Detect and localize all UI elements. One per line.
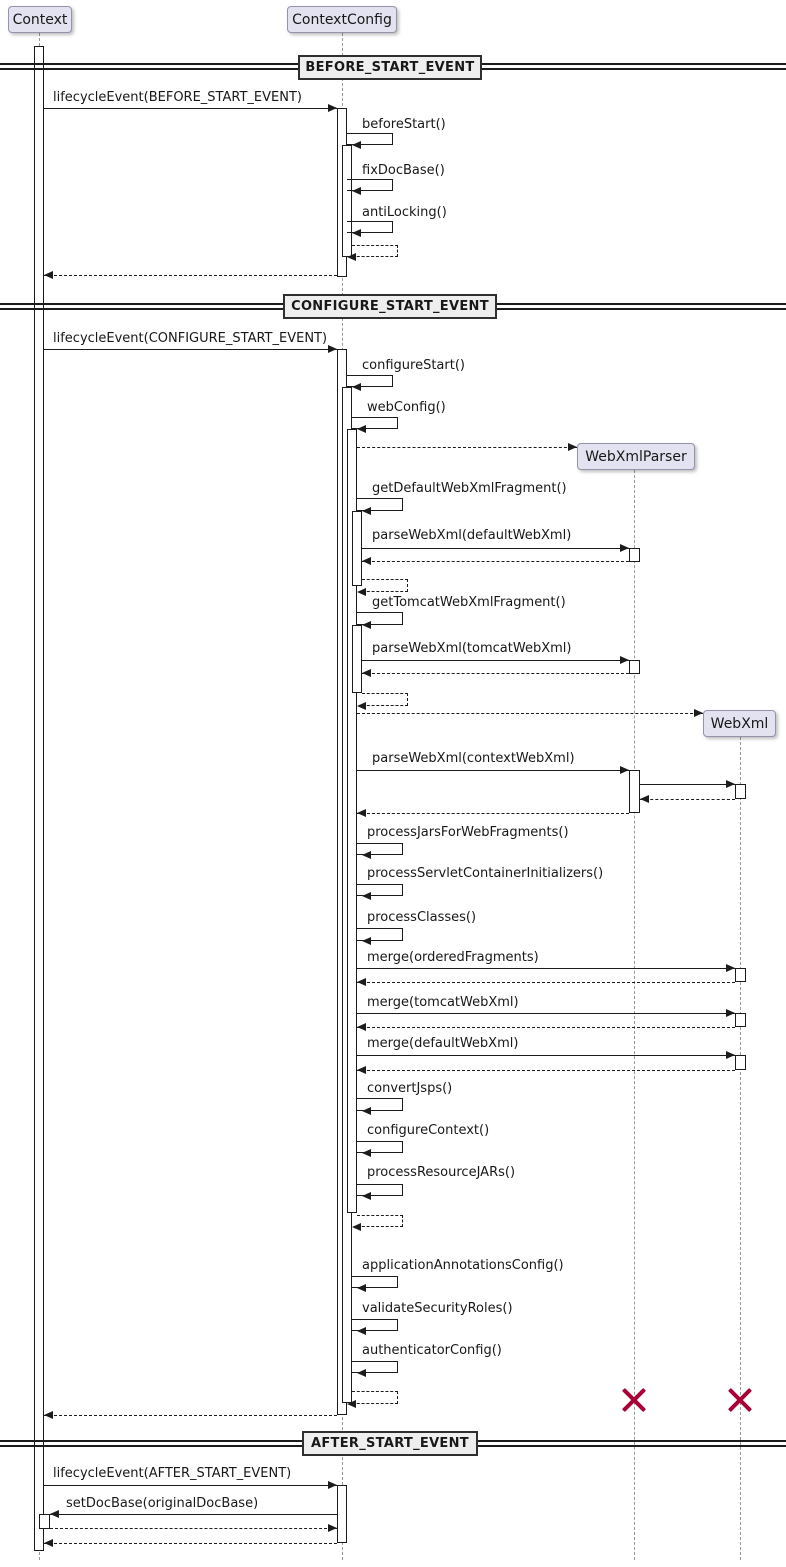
arrowhead-icon	[726, 1009, 735, 1017]
divider-label: AFTER_START_EVENT	[311, 1436, 469, 1451]
message-label: merge(orderedFragments)	[367, 950, 539, 965]
arrowhead-icon	[44, 271, 53, 279]
arrowhead-icon	[362, 669, 371, 677]
message-label: processServletContainerInitializers()	[367, 866, 604, 881]
message-label: lifecycleEvent(BEFORE_START_EVENT)	[53, 90, 302, 105]
activation-bar	[735, 1013, 746, 1027]
arrowhead-icon	[362, 892, 371, 900]
message-arrow	[357, 770, 629, 771]
activation-bar	[629, 660, 640, 674]
self-return-arrow	[362, 579, 408, 592]
activation-bar	[735, 1055, 746, 1070]
divider-after-start-event	[302, 1431, 478, 1456]
arrowhead-icon	[726, 964, 735, 972]
arrowhead-icon	[328, 1481, 337, 1489]
activation-bar	[629, 548, 640, 562]
lifeline-webxml	[740, 737, 741, 1560]
arrowhead-icon	[357, 978, 366, 986]
return-arrow	[357, 813, 629, 814]
message-arrow	[362, 548, 629, 549]
message-label: setDocBase(originalDocBase)	[66, 1496, 259, 1511]
message-arrow	[357, 968, 735, 969]
divider-before-start-event	[298, 55, 482, 80]
message-arrow	[362, 660, 629, 661]
message-label: parseWebXml(tomcatWebXml)	[372, 641, 572, 656]
message-label: merge(tomcatWebXml)	[367, 995, 519, 1010]
message-label: configureContext()	[367, 1123, 490, 1138]
arrowhead-icon	[357, 1369, 366, 1377]
return-arrow	[50, 1528, 337, 1529]
arrowhead-icon	[357, 1023, 366, 1031]
self-return-arrow	[352, 245, 398, 257]
message-label: parseWebXml(defaultWebXml)	[372, 528, 572, 543]
arrowhead-icon	[362, 851, 371, 859]
return-arrow	[362, 561, 629, 562]
destroy-x-icon	[620, 1386, 648, 1414]
participant-label: ContextConfig	[292, 11, 392, 28]
arrowhead-icon	[362, 1192, 371, 1200]
arrowhead-icon	[50, 1510, 59, 1518]
message-label: convertJsps()	[367, 1081, 453, 1096]
create-arrow	[357, 447, 577, 448]
message-label: webConfig()	[367, 400, 446, 415]
arrowhead-icon	[352, 141, 361, 149]
arrowhead-icon	[328, 104, 337, 112]
arrowhead-icon	[694, 709, 703, 717]
arrowhead-icon	[362, 621, 371, 629]
self-return-arrow	[357, 1215, 403, 1227]
message-arrow	[50, 1514, 337, 1515]
participant-label: Context	[12, 11, 68, 28]
message-label: lifecycleEvent(AFTER_START_EVENT)	[53, 1466, 292, 1481]
message-arrow	[44, 108, 337, 109]
message-label: fixDocBase()	[362, 163, 445, 178]
message-arrow	[44, 1485, 337, 1486]
message-label: processResourceJARs()	[367, 1165, 516, 1180]
message-label: getTomcatWebXmlFragment()	[372, 595, 566, 610]
arrowhead-icon	[357, 809, 366, 817]
arrowhead-icon	[357, 588, 366, 596]
participant-label: WebXml	[710, 715, 769, 732]
arrowhead-icon	[347, 1400, 356, 1408]
arrowhead-icon	[357, 1066, 366, 1074]
divider-label: CONFIGURE_START_EVENT	[291, 299, 489, 314]
return-arrow	[44, 275, 337, 276]
arrowhead-icon	[620, 656, 629, 664]
message-label: beforeStart()	[362, 117, 446, 132]
activation-bar	[39, 1514, 50, 1529]
return-arrow	[357, 982, 735, 983]
arrowhead-icon	[362, 1149, 371, 1157]
message-label: lifecycleEvent(CONFIGURE_START_EVENT)	[53, 331, 328, 346]
arrowhead-icon	[44, 1411, 53, 1419]
participant-webxmlparser	[577, 443, 695, 470]
return-arrow	[362, 673, 629, 674]
arrowhead-icon	[726, 1051, 735, 1059]
message-arrow	[357, 1055, 735, 1056]
activation-bar	[735, 968, 746, 982]
message-label: merge(defaultWebXml)	[367, 1036, 519, 1051]
arrowhead-icon	[357, 1327, 366, 1335]
return-arrow	[44, 1543, 337, 1544]
return-arrow	[640, 799, 735, 800]
arrowhead-icon	[44, 1539, 53, 1547]
arrowhead-icon	[357, 702, 366, 710]
activation-bar	[352, 511, 362, 586]
arrowhead-icon	[362, 937, 371, 945]
arrowhead-icon	[328, 1524, 337, 1532]
message-arrow	[357, 1013, 735, 1014]
arrowhead-icon	[352, 1223, 361, 1231]
activation-bar	[34, 46, 44, 1551]
arrowhead-icon	[620, 766, 629, 774]
self-return-arrow	[362, 693, 408, 706]
arrowhead-icon	[620, 544, 629, 552]
arrowhead-icon	[362, 507, 371, 515]
message-label: authenticatorConfig()	[362, 1343, 502, 1358]
arrowhead-icon	[357, 1284, 366, 1292]
arrowhead-icon	[347, 253, 356, 261]
divider-configure-start-event	[283, 294, 497, 319]
message-label: processJarsForWebFragments()	[367, 825, 569, 840]
participant-context	[8, 6, 72, 33]
return-arrow	[357, 1070, 735, 1071]
arrowhead-icon	[352, 383, 361, 391]
activation-bar	[352, 625, 362, 693]
destroy-x-icon	[726, 1386, 754, 1414]
message-label: configureStart()	[362, 358, 465, 373]
arrowhead-icon	[362, 1107, 371, 1115]
arrowhead-icon	[357, 425, 366, 433]
activation-bar	[629, 770, 640, 813]
message-label: applicationAnnotationsConfig()	[362, 1258, 564, 1273]
arrowhead-icon	[328, 345, 337, 353]
message-label: parseWebXml(contextWebXml)	[372, 751, 575, 766]
arrowhead-icon	[352, 187, 361, 195]
participant-contextconfig	[287, 6, 397, 33]
arrowhead-icon	[726, 780, 735, 788]
participant-label: WebXmlParser	[585, 448, 687, 465]
arrowhead-icon	[352, 229, 361, 237]
self-return-arrow	[352, 1391, 398, 1404]
participant-webxml	[703, 710, 776, 737]
message-label: processClasses()	[367, 910, 477, 925]
create-arrow	[357, 713, 703, 714]
arrowhead-icon	[568, 443, 577, 451]
message-label: antiLocking()	[362, 205, 447, 220]
arrowhead-icon	[640, 795, 649, 803]
return-arrow	[44, 1415, 337, 1416]
return-arrow	[357, 1027, 735, 1028]
activation-bar	[735, 784, 746, 799]
activation-bar	[337, 1485, 347, 1543]
message-label: getDefaultWebXmlFragment()	[372, 481, 567, 496]
message-arrow	[44, 349, 337, 350]
arrowhead-icon	[362, 557, 371, 565]
activation-bar	[342, 145, 352, 257]
message-label: validateSecurityRoles()	[362, 1301, 513, 1316]
message-arrow	[640, 784, 735, 785]
divider-label: BEFORE_START_EVENT	[305, 60, 475, 75]
